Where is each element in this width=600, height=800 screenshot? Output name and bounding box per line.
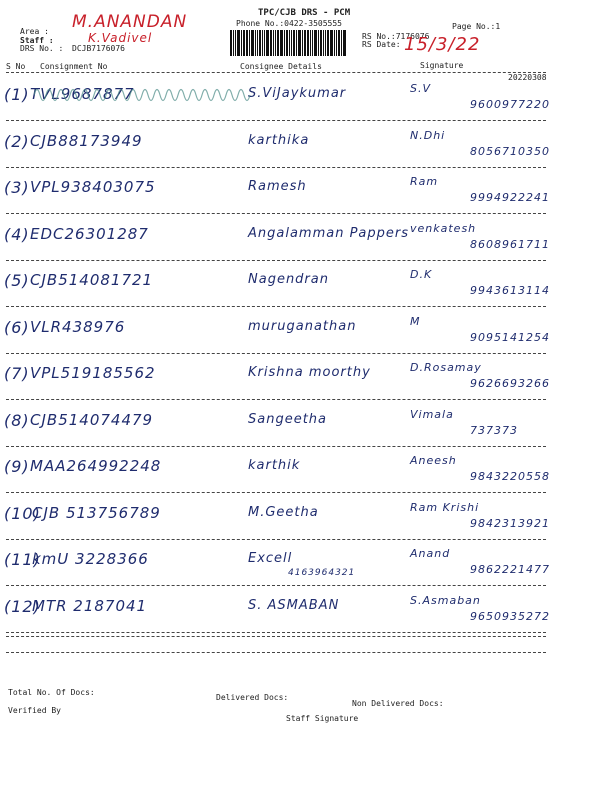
recipient-phone: 9994922241 (470, 191, 550, 204)
consignment-number: VPL519185562 (30, 364, 156, 382)
consignment-number: EDC26301287 (30, 224, 149, 243)
row-divider (6, 213, 546, 214)
consignee-name: M.Geetha (248, 504, 319, 520)
consignee-name: Ramesh (248, 179, 307, 194)
col-sno: S No (6, 62, 26, 71)
row-divider (6, 585, 546, 586)
header-divider (6, 72, 546, 73)
phone-number: Phone No.:0422-3505555 (236, 19, 342, 28)
row-number: (12) (4, 596, 41, 616)
consignee-name: S. ASMABAN (248, 597, 340, 613)
footer-divider-2 (6, 652, 546, 653)
recipient-signature: D.Rosamay (410, 361, 482, 374)
recipient-phone: 737373 (470, 423, 518, 437)
col-consignment: Consignment No (40, 62, 108, 71)
consignee-name: karthik (248, 458, 301, 473)
recipient-signature: S.Asmaban (410, 593, 481, 607)
consignee-name: Sangeetha (248, 411, 328, 427)
staff-label: Staff : (20, 36, 54, 45)
barcode (230, 30, 355, 56)
consignee-name: karthika (248, 132, 310, 148)
consignment-number: MAA264992248 (30, 457, 162, 475)
row-number: (5) (4, 271, 30, 290)
recipient-phone: 9600977220 (470, 98, 550, 111)
recipient-phone: 9626693266 (470, 377, 550, 390)
area-value: M.ANANDAN (72, 12, 188, 32)
recipient-signature: Anand (410, 547, 451, 560)
row-number: (10) (4, 503, 41, 523)
recipient-phone: 8056710350 (470, 144, 550, 158)
recipient-signature: Ram (410, 175, 439, 188)
recipient-phone: 9943613114 (470, 284, 550, 297)
row-divider (6, 492, 546, 493)
consignment-number: CJB514074479 (30, 410, 154, 429)
consignment-number: MTR 2187041 (32, 596, 148, 615)
row-divider (6, 446, 546, 447)
recipient-signature: Vimala (410, 407, 454, 421)
recipient-phone: 9862221477 (470, 563, 550, 576)
row-number: (6) (4, 317, 30, 337)
row-number: (4) (4, 224, 30, 244)
row-number: (11) (4, 550, 41, 569)
row-number: (1) (4, 85, 30, 104)
consignment-number: kmU 3228366 (32, 550, 149, 568)
row-divider (6, 306, 546, 307)
col-consignee: Consignee Details (240, 62, 322, 71)
page-number: Page No.:1 (452, 22, 501, 31)
staff-signature-label: Staff Signature (286, 714, 359, 723)
recipient-signature: M (410, 314, 421, 328)
staff-value: K.Vadivel (88, 31, 153, 45)
consignment-number: VPL938403075 (30, 178, 156, 196)
rs-date-value: 15/3/22 (404, 34, 481, 55)
delivered-docs-label: Delivered Docs: (216, 693, 289, 702)
footer-divider-1 (6, 636, 546, 637)
recipient-signature: Ram Krishi (410, 500, 480, 514)
consignment-number: VLR438976 (30, 317, 126, 336)
row-number: (3) (4, 178, 30, 197)
row-divider (6, 167, 546, 168)
consignee-name: muruganathan (248, 318, 357, 334)
consignment-number: CJB 513756789 (32, 503, 161, 522)
row-number: (8) (4, 410, 30, 430)
recipient-phone: 9095141254 (470, 330, 550, 344)
row-divider (6, 539, 546, 540)
recipient-signature: Aneesh (410, 454, 457, 467)
row-divider (6, 399, 546, 400)
drs-value: DCJB7176076 (72, 44, 125, 53)
total-docs-label: Total No. Of Docs: (8, 688, 95, 697)
consignee-name: Nagendran (248, 272, 329, 287)
verified-by-label: Verified By (8, 706, 61, 715)
row-number: (9) (4, 457, 30, 476)
recipient-phone: 8608961711 (470, 237, 550, 251)
recipient-phone: 9650935272 (470, 609, 550, 623)
row-number: (2) (4, 131, 30, 151)
row-divider (6, 353, 546, 354)
signature-header-label: Signature (420, 61, 464, 70)
ink-scribble (34, 80, 254, 110)
consignee-sub-note: 4163964321 (288, 568, 356, 578)
area-label: Area : (20, 27, 49, 36)
consignment-number: TVL9687877 (30, 85, 135, 103)
row-divider (6, 260, 546, 261)
recipient-signature: D.K (410, 268, 433, 281)
recipient-phone: 9842313921 (470, 516, 550, 530)
non-delivered-docs-label: Non Delivered Docs: (352, 699, 444, 708)
drs-label: DRS No. : (20, 44, 64, 53)
consignment-number: CJB514081721 (30, 271, 154, 289)
consignee-name: Angalamman Pappers (248, 225, 410, 241)
rs-date-label: RS Date: (362, 40, 401, 49)
row-divider (6, 120, 546, 121)
date-stamp: 20220308 (508, 73, 547, 82)
recipient-signature: S.V (410, 82, 432, 95)
recipient-signature: venkatesh (410, 221, 477, 235)
consignment-number: CJB88173949 (30, 131, 143, 150)
row-number: (7) (4, 364, 30, 383)
consignee-name: S.ViJaykumar (248, 86, 347, 101)
recipient-signature: N.Dhi (410, 128, 446, 142)
consignee-name: Krishna moorthy (248, 365, 371, 380)
document-title: TPC/CJB DRS - PCM (258, 8, 351, 18)
row-divider (6, 632, 546, 633)
consignee-name: Excell (248, 551, 293, 566)
recipient-phone: 9843220558 (470, 470, 550, 483)
rs-number: RS No.:7176076 (362, 32, 430, 41)
